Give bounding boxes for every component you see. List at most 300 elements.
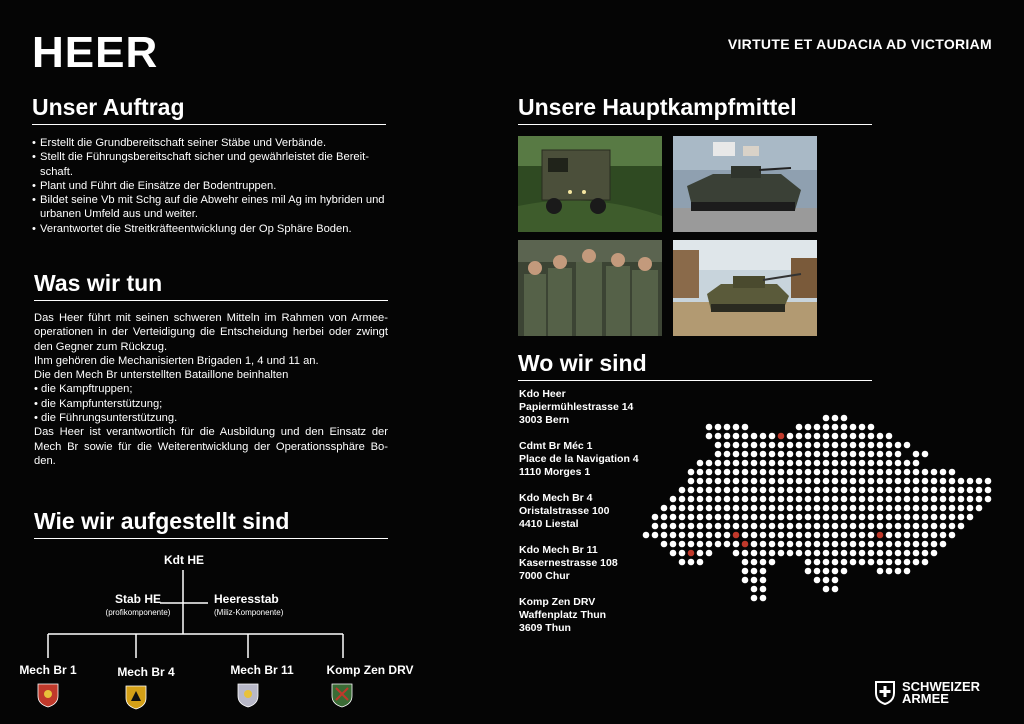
map-dot <box>688 559 695 566</box>
map-dot <box>796 487 803 494</box>
location-item <box>519 388 639 427</box>
map-dot <box>850 478 857 485</box>
map-dot <box>886 559 893 566</box>
map-dot <box>832 433 839 440</box>
map-dot <box>859 514 866 521</box>
map-dot <box>724 460 731 467</box>
map-dot <box>814 559 821 566</box>
map-dot <box>805 451 812 458</box>
map-dot <box>751 496 758 503</box>
map-dot <box>850 442 857 449</box>
map-dot <box>868 496 875 503</box>
map-dot <box>886 496 893 503</box>
map-dot <box>868 514 875 521</box>
map-dot <box>787 487 794 494</box>
map-dot <box>706 487 713 494</box>
map-dot <box>715 523 722 530</box>
map-dot <box>985 496 992 503</box>
auftrag-item: • Bildet seine Vb mit Schg auf die Abwehr eines mil Ag im hybriden und urbanen Umfeld aus und weiter. <box>32 193 386 222</box>
map-dot <box>922 496 929 503</box>
map-dot <box>913 541 920 548</box>
location-name: Kdo Mech Br 4 <box>519 492 593 504</box>
map-dot <box>670 541 677 548</box>
map-dot <box>832 532 839 539</box>
map-dot <box>859 442 866 449</box>
map-dot <box>868 469 875 476</box>
map-dot <box>868 523 875 530</box>
map-dot <box>715 451 722 458</box>
map-dot <box>931 478 938 485</box>
map-dot <box>877 505 884 512</box>
map-dot <box>895 442 902 449</box>
map-dot <box>922 541 929 548</box>
map-dot <box>697 550 704 557</box>
map-dot <box>751 541 758 548</box>
map-dot <box>787 451 794 458</box>
map-dot <box>742 559 749 566</box>
map-dot <box>949 478 956 485</box>
map-dot <box>877 469 884 476</box>
map-dot <box>904 514 911 521</box>
map-dot <box>967 496 974 503</box>
map-dot <box>742 550 749 557</box>
location-name: Kdo Heer <box>519 388 566 400</box>
map-dot <box>760 541 767 548</box>
map-dot <box>940 541 947 548</box>
map-dot <box>796 532 803 539</box>
map-dot <box>814 550 821 557</box>
map-dot <box>832 550 839 557</box>
map-dot <box>823 433 830 440</box>
map-dot <box>886 523 893 530</box>
map-dot <box>751 505 758 512</box>
map-dot <box>706 460 713 467</box>
map-dot <box>859 550 866 557</box>
map-dot <box>922 532 929 539</box>
map-dot <box>958 487 965 494</box>
map-dot <box>859 532 866 539</box>
map-dot <box>751 595 758 602</box>
map-dot <box>832 505 839 512</box>
auftrag-item: • Verantwortet die Streitkräfteentwicklung der Op Sphäre Boden. <box>32 222 386 236</box>
map-dot <box>715 478 722 485</box>
map-dot <box>976 478 983 485</box>
map-dot <box>949 532 956 539</box>
map-dot <box>841 487 848 494</box>
map-dot <box>796 550 803 557</box>
map-dot <box>949 514 956 521</box>
map-dot <box>841 433 848 440</box>
map-dot <box>706 478 713 485</box>
map-dot <box>724 505 731 512</box>
map-dot <box>751 478 758 485</box>
map-dot <box>832 460 839 467</box>
badge-mechbr11-icon <box>236 682 260 708</box>
auftrag-heading: Unser Auftrag <box>32 94 386 125</box>
map-dot <box>805 523 812 530</box>
map-dot <box>922 550 929 557</box>
map-dot <box>787 478 794 485</box>
map-dot <box>787 442 794 449</box>
map-dot <box>670 523 677 530</box>
map-dot <box>841 559 848 566</box>
map-dot <box>688 469 695 476</box>
map-location-marker <box>742 541 749 548</box>
map-dot <box>823 505 830 512</box>
map-dot <box>796 496 803 503</box>
org-node-sub: (Miliz-Komponente) <box>214 608 284 617</box>
map-dot <box>778 541 785 548</box>
map-dot <box>931 496 938 503</box>
map-dot <box>778 460 785 467</box>
map-dot <box>769 478 776 485</box>
org-node-label: Stab HE <box>114 592 161 606</box>
map-dot <box>814 532 821 539</box>
map-dot <box>841 514 848 521</box>
map-dot <box>976 505 983 512</box>
map-dot <box>796 469 803 476</box>
map-dot <box>895 505 902 512</box>
map-dot <box>742 505 749 512</box>
tank-icon <box>673 240 817 336</box>
map-dot <box>895 568 902 575</box>
map-dot <box>715 469 722 476</box>
tun-line: Das Heer führt mit seinen schweren Mitteln im Rahmen von Armee-operationen in der Verteidigung die Entscheidung herbei oder zwingt den Gegner zum Rückzug. <box>34 312 388 353</box>
map-dot <box>841 469 848 476</box>
map-dot <box>850 559 857 566</box>
map-dot <box>958 505 965 512</box>
map-dot <box>796 442 803 449</box>
location-list <box>519 388 639 635</box>
map-dot <box>877 541 884 548</box>
page-title: HEER <box>32 28 159 77</box>
tun-line: • die Kampftruppen; <box>34 383 133 396</box>
map-dot <box>886 541 893 548</box>
map-dot <box>976 496 983 503</box>
map-dot <box>706 469 713 476</box>
map-dot <box>832 442 839 449</box>
map-dot <box>823 496 830 503</box>
map-dot <box>985 478 992 485</box>
map-dot <box>823 523 830 530</box>
map-dot <box>823 550 830 557</box>
hauptkampfmittel-section <box>518 94 872 125</box>
map-dot <box>769 550 776 557</box>
map-dot <box>724 451 731 458</box>
map-dot <box>949 496 956 503</box>
map-dot <box>850 532 857 539</box>
map-dot <box>913 523 920 530</box>
map-location-marker <box>877 532 884 539</box>
map-dot <box>940 523 947 530</box>
map-dot <box>733 550 740 557</box>
tun-heading: Was wir tun <box>34 270 388 301</box>
map-dot <box>904 460 911 467</box>
map-dot <box>751 577 758 584</box>
map-dot <box>760 478 767 485</box>
map-dot <box>679 550 686 557</box>
map-dot <box>886 532 893 539</box>
map-dot <box>742 460 749 467</box>
map-dot <box>724 541 731 548</box>
map-dot <box>922 505 929 512</box>
soldiers-icon <box>518 240 662 336</box>
map-dot <box>805 442 812 449</box>
map-dot <box>841 523 848 530</box>
map-dot <box>697 487 704 494</box>
org-node-heeresstab <box>214 592 304 617</box>
map-dot <box>742 496 749 503</box>
map-dot <box>814 568 821 575</box>
map-dot <box>832 541 839 548</box>
map-dot <box>850 424 857 431</box>
map-dot <box>895 532 902 539</box>
map-dot <box>913 451 920 458</box>
map-dot <box>940 505 947 512</box>
map-dot <box>850 523 857 530</box>
map-dot <box>877 568 884 575</box>
location-street: Place de la Navigation 4 <box>519 453 639 465</box>
map-dot <box>859 478 866 485</box>
hauptkampfmittel-heading: Unsere Hauptkampfmittel <box>518 94 872 125</box>
map-dot <box>877 442 884 449</box>
logo-line1: SCHWEIZER <box>902 679 980 694</box>
map-dot <box>670 532 677 539</box>
map-dot <box>742 451 749 458</box>
map-dot <box>877 523 884 530</box>
map-dot <box>886 514 893 521</box>
map-dot <box>643 532 650 539</box>
map-dot <box>688 496 695 503</box>
map-dot <box>895 460 902 467</box>
map-dot <box>760 532 767 539</box>
org-unit-mechbr4: Mech Br 4 <box>117 665 175 679</box>
map-dot <box>751 469 758 476</box>
map-dot <box>760 487 767 494</box>
map-dot <box>742 568 749 575</box>
map-dot <box>931 541 938 548</box>
map-dot <box>895 550 902 557</box>
map-dot <box>850 550 857 557</box>
badge-kompzen-icon <box>330 682 354 708</box>
map-dot <box>922 559 929 566</box>
map-dot <box>724 478 731 485</box>
map-dot <box>805 478 812 485</box>
map-dot <box>679 514 686 521</box>
map-dot <box>733 451 740 458</box>
map-dot <box>823 532 830 539</box>
photo-ifv <box>673 136 817 232</box>
map-dot <box>823 460 830 467</box>
map-dot <box>805 541 812 548</box>
map-dot <box>868 424 875 431</box>
tun-line: Das Heer ist verantwortlich für die Ausbildung und den Einsatz der Mech Br sowie für die Weiterentwicklung der Operationssphäre Bo-den. <box>34 426 388 467</box>
map-dot <box>769 532 776 539</box>
map-dot <box>841 496 848 503</box>
map-dot <box>958 478 965 485</box>
auftrag-item: • Stellt die Führungsbereitschaft sicher und gewährleistet die Bereit-schaft. <box>32 150 386 179</box>
map-dot <box>706 532 713 539</box>
map-dot <box>760 505 767 512</box>
map-dot <box>805 424 812 431</box>
aufgestellt-heading: Wie wir aufgestellt sind <box>34 508 388 539</box>
map-location-marker <box>733 532 740 539</box>
map-dot <box>706 523 713 530</box>
map-dot <box>904 478 911 485</box>
map-dot <box>778 523 785 530</box>
map-dot <box>823 469 830 476</box>
map-dot <box>868 541 875 548</box>
map-dot <box>967 478 974 485</box>
map-dot <box>922 478 929 485</box>
map-dot <box>742 523 749 530</box>
map-dot <box>688 523 695 530</box>
map-dot <box>877 460 884 467</box>
location-city: 3003 Bern <box>519 414 570 426</box>
map-dot <box>868 505 875 512</box>
map-dot <box>751 433 758 440</box>
map-dot <box>868 433 875 440</box>
map-dot <box>706 496 713 503</box>
map-dot <box>805 469 812 476</box>
map-dot <box>841 460 848 467</box>
map-dot <box>904 532 911 539</box>
map-dot <box>985 487 992 494</box>
map-dot <box>805 460 812 467</box>
map-dot <box>859 469 866 476</box>
org-node-label: Heeresstab <box>214 592 279 606</box>
map-dot <box>913 469 920 476</box>
map-dot <box>697 514 704 521</box>
map-dot <box>679 559 686 566</box>
map-dot <box>778 532 785 539</box>
map-dot <box>751 487 758 494</box>
map-dot <box>760 514 767 521</box>
map-dot <box>931 505 938 512</box>
map-dot <box>805 532 812 539</box>
map-dot <box>661 514 668 521</box>
map-dot <box>886 487 893 494</box>
map-dot <box>877 496 884 503</box>
location-city: 1110 Morges 1 <box>519 466 591 478</box>
map-dot <box>778 469 785 476</box>
map-dot <box>850 487 857 494</box>
location-street: Waffenplatz Thun <box>519 609 607 621</box>
map-dot <box>688 514 695 521</box>
map-dot <box>769 541 776 548</box>
map-dot <box>715 433 722 440</box>
map-dot <box>940 496 947 503</box>
map-dot <box>886 460 893 467</box>
map-dot <box>742 469 749 476</box>
map-dot <box>940 469 947 476</box>
location-item <box>519 544 639 583</box>
map-dot <box>697 505 704 512</box>
map-dot <box>922 523 929 530</box>
map-dot <box>886 505 893 512</box>
map-dot <box>895 523 902 530</box>
map-dot <box>742 577 749 584</box>
map-dot <box>814 460 821 467</box>
map-dot <box>769 514 776 521</box>
map-dot <box>715 505 722 512</box>
map-dot <box>949 505 956 512</box>
map-dot <box>751 442 758 449</box>
map-dot <box>850 514 857 521</box>
map-dot <box>859 460 866 467</box>
map-dot <box>823 586 830 593</box>
map-dot <box>787 541 794 548</box>
map-dot <box>886 469 893 476</box>
map-dot <box>751 568 758 575</box>
map-dot <box>931 469 938 476</box>
map-dot <box>688 505 695 512</box>
map-dot <box>832 478 839 485</box>
org-node-sub: (profikomponente) <box>105 608 171 617</box>
org-unit-mechbr1: Mech Br 1 <box>19 663 77 677</box>
map-dot <box>805 568 812 575</box>
map-dot <box>733 424 740 431</box>
standorte-section <box>518 350 872 381</box>
map-dot <box>697 559 704 566</box>
map-dot <box>868 460 875 467</box>
map-dot <box>697 532 704 539</box>
map-dot <box>814 514 821 521</box>
tun-line: • die Kampfunterstützung; <box>34 397 163 410</box>
map-dot <box>724 424 731 431</box>
map-dot <box>742 478 749 485</box>
map-dot <box>769 460 776 467</box>
map-dot <box>778 550 785 557</box>
map-dot <box>760 469 767 476</box>
map-dot <box>724 523 731 530</box>
map-dot <box>886 433 893 440</box>
map-dot <box>850 469 857 476</box>
map-dot <box>913 550 920 557</box>
map-dot <box>877 550 884 557</box>
map-dot <box>769 496 776 503</box>
map-dot <box>859 496 866 503</box>
tun-line: Ihm gehören die Mechanisierten Brigaden 1, 4 und 11 an. <box>34 354 319 367</box>
map-dot <box>904 523 911 530</box>
map-dot <box>859 433 866 440</box>
map-dot <box>706 424 713 431</box>
map-dot <box>976 487 983 494</box>
map-dot <box>760 550 767 557</box>
map-dot <box>742 424 749 431</box>
map-dot <box>814 442 821 449</box>
map-dot <box>805 550 812 557</box>
map-dot <box>751 532 758 539</box>
map-dot <box>895 496 902 503</box>
map-dot <box>958 514 965 521</box>
switzerland-dot-map <box>640 412 1000 622</box>
map-dot <box>679 505 686 512</box>
tun-section <box>34 270 388 468</box>
map-dot <box>787 514 794 521</box>
map-dot <box>769 523 776 530</box>
org-node-kdt: Kdt HE <box>164 553 204 567</box>
map-dot <box>760 595 767 602</box>
map-dot <box>805 496 812 503</box>
map-dot <box>760 559 767 566</box>
map-dot <box>904 442 911 449</box>
map-dot <box>913 496 920 503</box>
map-dot <box>868 478 875 485</box>
auftrag-list <box>32 136 386 236</box>
map-dot <box>886 550 893 557</box>
map-dot <box>760 451 767 458</box>
